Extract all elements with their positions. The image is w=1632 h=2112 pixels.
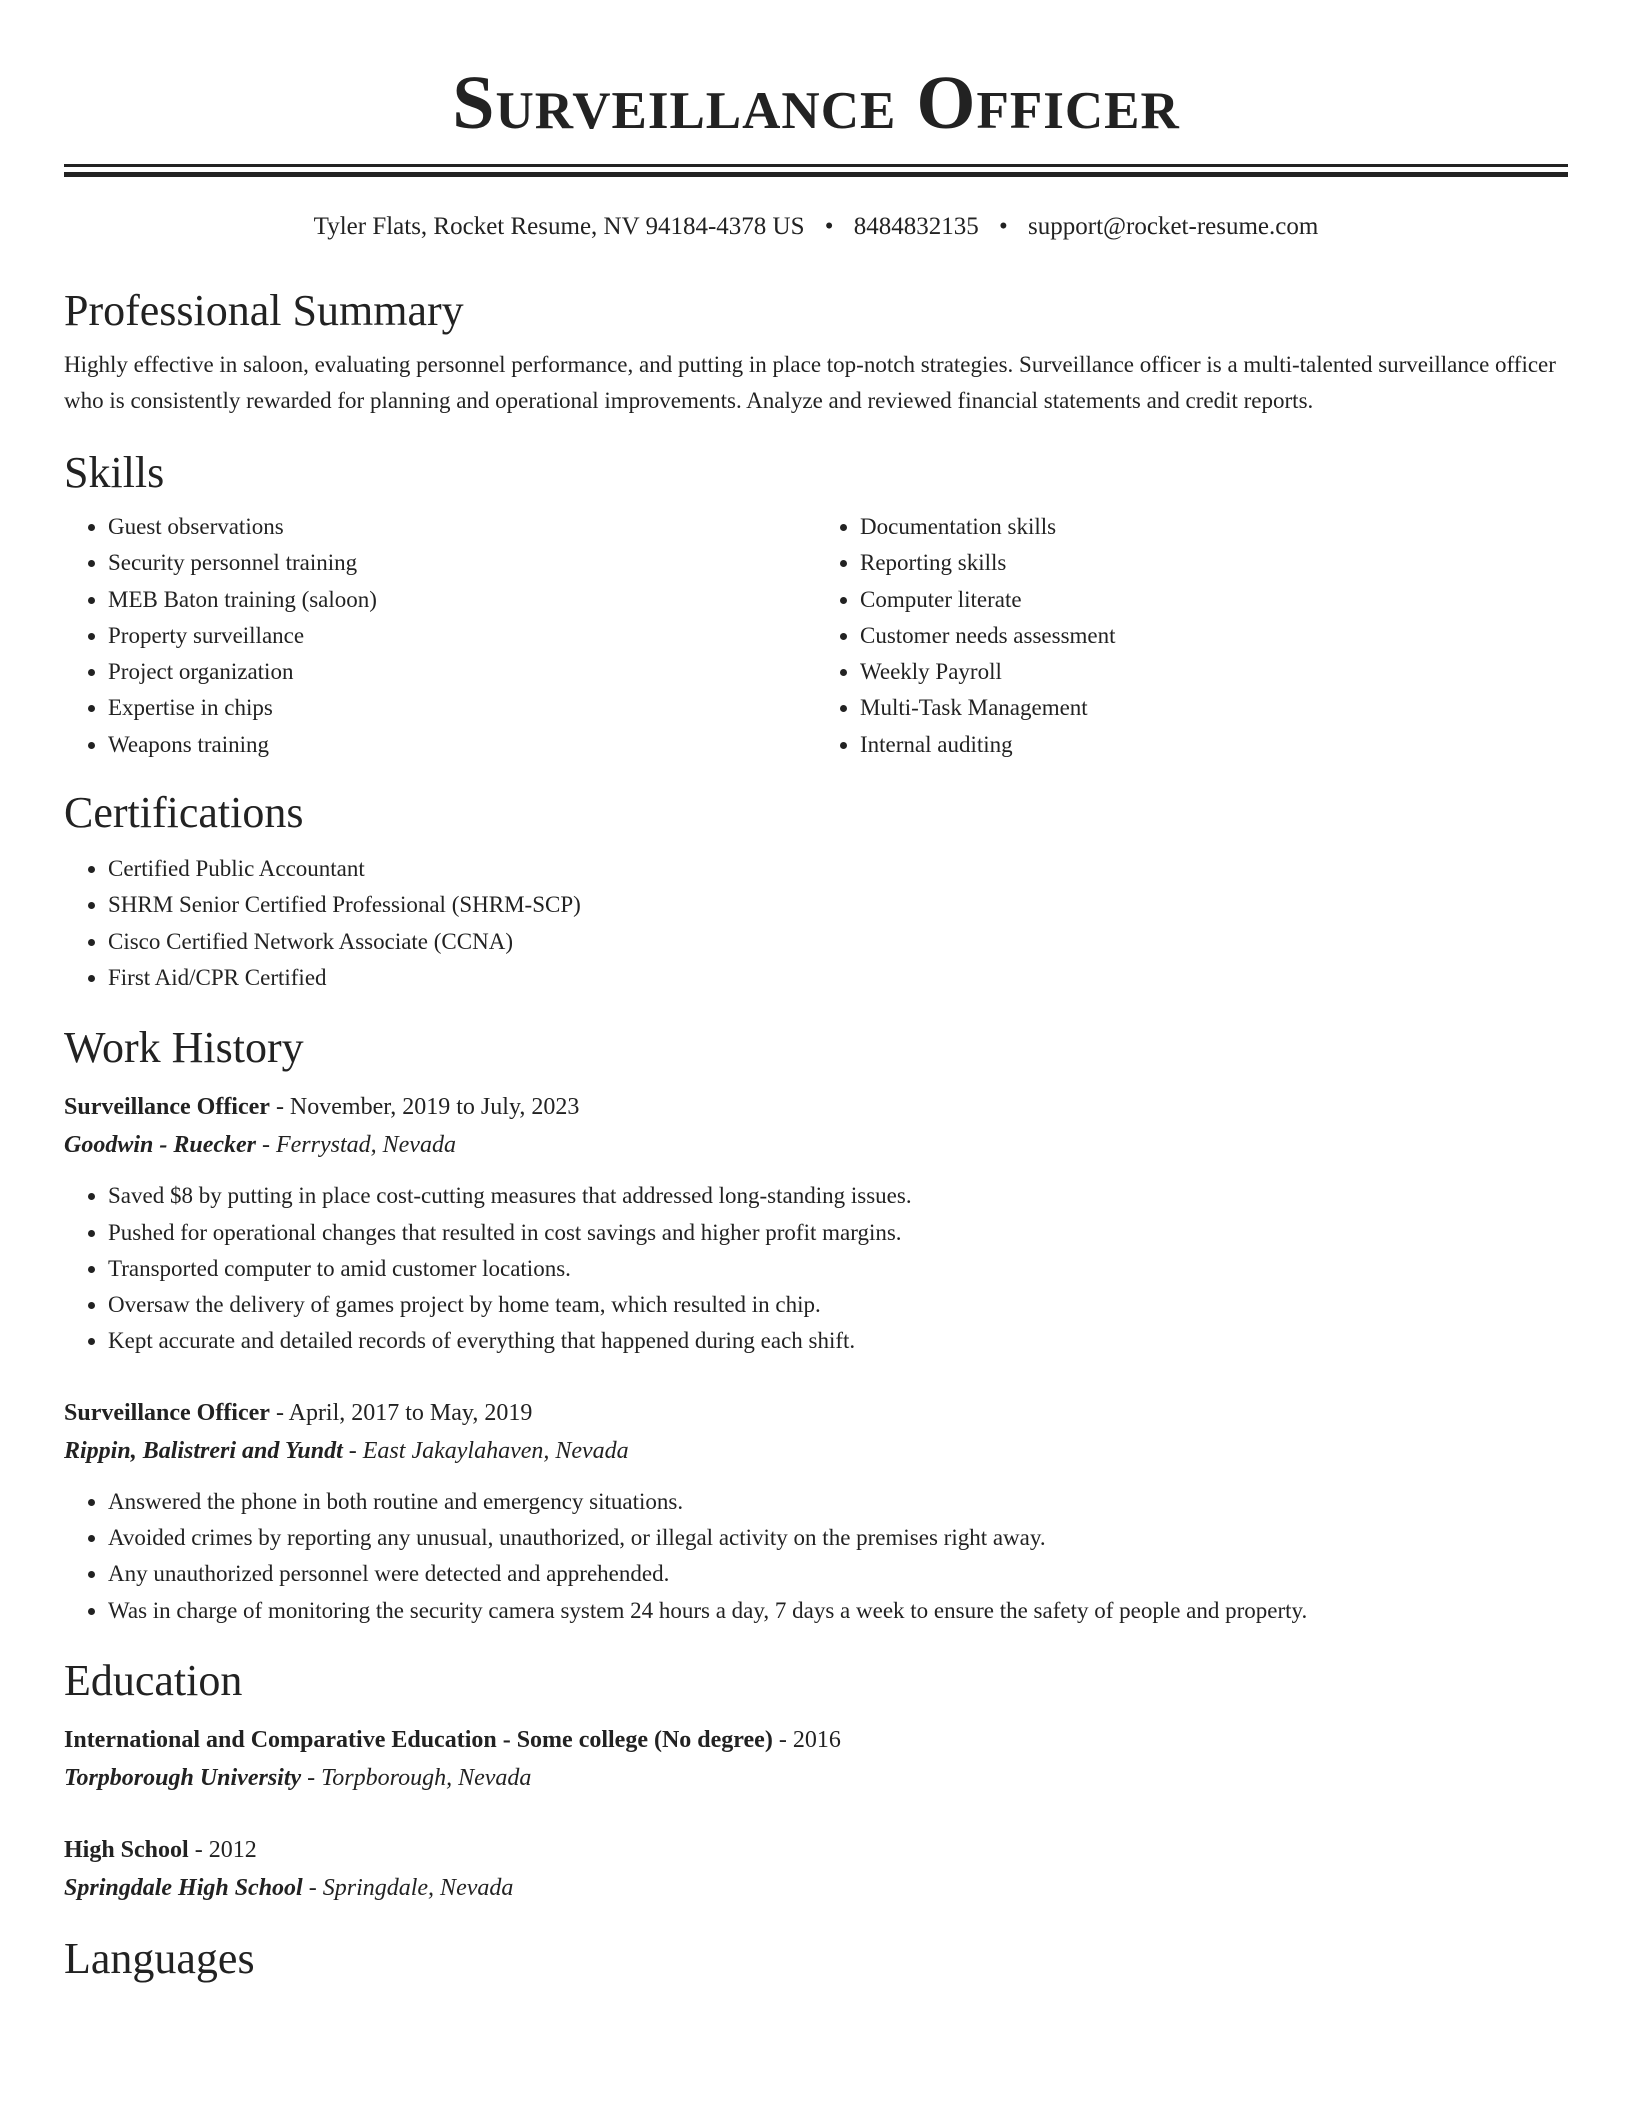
contact-separator: • [824,213,834,240]
skill-item: • Guest observations [108,509,816,545]
employer-line [64,1432,1568,1470]
job-bullet: • Saved $8 by putting in place cost-cutting measures that addressed long-standing issues. [108,1178,1568,1214]
certification-item: • SHRM Senior Certified Professional (SHRM-SCP) [108,887,1568,923]
job-dates: - November, 2019 to July, 2023 [275,1094,580,1121]
job-bullet: • Was in charge of monitoring the security camera system 24 hours a day, 7 days a week to ensure the safety of people and property. [108,1593,1568,1629]
job-bullet: • Transported computer to amid customer locations. [108,1251,1568,1287]
work-history-section [64,1020,1568,1629]
languages-section [64,1931,1568,1987]
skills-columns [64,509,1568,763]
contact-email: support@rocket-resume.com [1028,213,1319,240]
skill-item: • Customer needs assessment [860,618,1568,654]
title-rule-thin [64,164,1568,167]
education-heading: Education [64,1655,243,1705]
degree-line [64,1831,1568,1869]
skill-item: • MEB Baton training (saloon) [108,582,816,618]
certification-item: • Cisco Certified Network Associate (CCNA) [108,924,1568,960]
job-title: Surveillance Officer [64,1399,270,1426]
job-bullet: • Kept accurate and detailed records of everything that happened during each shift. [108,1323,1568,1359]
certification-item: • First Aid/CPR Certified [108,960,1568,996]
languages-heading: Languages [64,1933,255,1983]
contact-phone: 8484832135 [853,213,979,240]
employer-line [64,1126,1568,1164]
degree-name: High School [64,1836,189,1863]
skill-item: • Weekly Payroll [860,654,1568,690]
resume-title: Surveillance Officer [452,61,1180,145]
education-entry [64,1721,1568,1797]
certifications-heading: Certifications [64,788,304,838]
school-location: - Torpborough, Nevada [307,1764,532,1791]
job-bullet: • Answered the phone in both routine and emergency situations. [108,1484,1568,1520]
degree-line [64,1721,1568,1759]
skill-item: • Computer literate [860,582,1568,618]
skill-item: • Documentation skills [860,509,1568,545]
job-bullet: • Avoided crimes by reporting any unusual, unauthorized, or illegal activity on the premises right away. [108,1520,1568,1556]
skill-item: • Property surveillance [108,618,816,654]
skill-item: • Weapons training [108,727,816,763]
employer-location: - East Jakaylahaven, Nevada [348,1437,629,1464]
job-bullet: • Pushed for operational changes that resulted in cost savings and higher profit margins. [108,1215,1568,1251]
certification-item: • Certified Public Accountant [108,851,1568,887]
skills-section [64,445,1568,763]
degree-year: - 2012 [194,1836,257,1863]
employer-location: - Ferrystad, Nevada [262,1132,456,1159]
school-line [64,1869,1568,1907]
degree-name: International and Comparative Education - Some college (No degree) [64,1726,773,1753]
skill-item: • Reporting skills [860,545,1568,581]
skill-item: • Project organization [108,654,816,690]
skills-column-left [64,509,816,763]
employer-name: Goodwin - Ruecker [64,1132,256,1159]
certifications-section [64,785,1568,996]
contact-line [64,211,1568,243]
job-bullet: • Any unauthorized personnel were detected and apprehended. [108,1556,1568,1592]
job-entry [64,1394,1568,1629]
school-location: - Springdale, Nevada [308,1874,514,1901]
school-line [64,1759,1568,1797]
job-bullet: • Oversaw the delivery of games project by home team, which resulted in chip. [108,1287,1568,1323]
title-rule-thick [64,172,1568,177]
skill-item: • Multi-Task Management [860,690,1568,726]
job-title-line [64,1394,1568,1432]
skills-heading: Skills [64,448,165,497]
summary-heading: Professional Summary [64,286,464,335]
school-name: Torpborough University [64,1764,302,1791]
job-dates: - April, 2017 to May, 2019 [275,1399,533,1426]
contact-separator: • [999,213,1008,240]
school-name: Springdale High School [64,1874,303,1901]
work-history-heading: Work History [64,1023,304,1073]
degree-year: - 2016 [778,1726,841,1753]
job-title-line [64,1088,1568,1126]
summary-section [64,283,1568,419]
job-entry [64,1088,1568,1359]
skills-column-right [816,509,1568,763]
skill-item: • Expertise in chips [108,690,816,726]
employer-name: Rippin, Balistreri and Yundt [64,1437,343,1464]
summary-text: Highly effective in saloon, evaluating personnel performance, and putting in place top-notch strategies. Surveillance officer is a multi-talented surveillance officer who is consistently rewarded for planning and operational improvements. Analyze and reviewed financial statements and credit reports. [64,352,1556,413]
education-entry [64,1831,1568,1907]
education-section [64,1653,1568,1907]
skill-item: • Internal auditing [860,727,1568,763]
skill-item: • Security personnel training [108,545,816,581]
job-title: Surveillance Officer [64,1094,270,1121]
contact-address: Tyler Flats, Rocket Resume, NV 94184-4378 US [313,213,805,240]
